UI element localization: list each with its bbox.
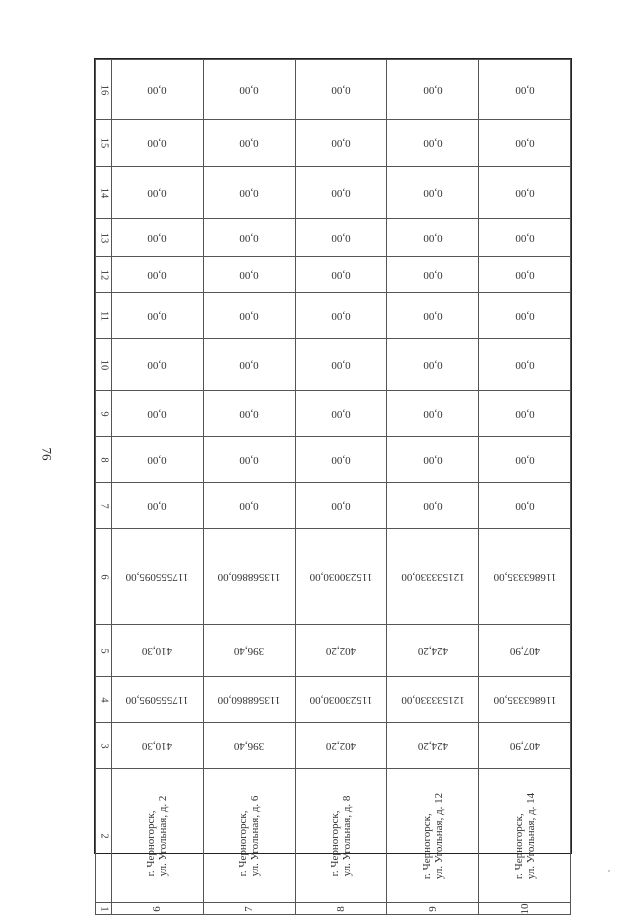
value-cell xyxy=(387,120,479,167)
data-table xyxy=(94,58,572,914)
column-header-label: 2 xyxy=(98,832,109,839)
value-cell xyxy=(112,677,204,723)
column-header-label: 5 xyxy=(98,647,109,654)
table-row xyxy=(96,120,571,167)
cell-value: 0,00 xyxy=(331,83,351,96)
value-cell xyxy=(295,167,387,219)
value-cell xyxy=(112,219,204,257)
value-cell xyxy=(479,437,571,483)
value-cell xyxy=(479,391,571,437)
cell-value: 0,00 xyxy=(514,407,535,420)
address-text xyxy=(513,792,537,878)
cell-value: 0,00 xyxy=(147,83,168,96)
row-number-cell xyxy=(112,903,204,915)
cell-value: 116863335,00 xyxy=(493,570,557,583)
cell-value: 402,20 xyxy=(325,739,357,752)
value-cell xyxy=(203,437,295,483)
cell-value: 0,00 xyxy=(514,137,535,149)
value-cell xyxy=(295,677,387,723)
cell-value: 0,00 xyxy=(331,407,351,420)
scan-speck xyxy=(608,870,610,872)
address-line-1: г. Черногорск, xyxy=(237,810,250,876)
value-cell xyxy=(479,339,571,391)
cell-value: 0,00 xyxy=(239,83,259,96)
value-cell xyxy=(112,167,204,219)
column-header xyxy=(96,339,112,391)
value-cell xyxy=(203,625,295,677)
cell-value: 424,20 xyxy=(417,644,448,657)
cell-value: 0,00 xyxy=(331,499,351,512)
value-cell xyxy=(295,723,387,769)
column-header xyxy=(96,723,112,769)
column-header xyxy=(96,483,112,529)
value-cell xyxy=(387,723,479,769)
row-number-cell xyxy=(295,903,387,915)
value-cell xyxy=(112,391,204,437)
column-header-label: 3 xyxy=(98,742,109,749)
value-cell xyxy=(479,723,571,769)
cell-value: 113568860,00 xyxy=(217,693,281,706)
table-row xyxy=(96,339,571,391)
value-cell xyxy=(112,60,204,120)
column-header-label: 14 xyxy=(98,187,109,198)
cell-value: 0,00 xyxy=(147,453,168,466)
cell-value: 0,00 xyxy=(423,453,443,466)
cell-value: 0,00 xyxy=(423,358,443,371)
row-number: 6 xyxy=(151,905,164,912)
value-cell xyxy=(203,529,295,625)
table-row xyxy=(96,677,571,723)
cell-value: 0,00 xyxy=(423,309,443,322)
value-cell xyxy=(203,219,295,257)
cell-value: 0,00 xyxy=(514,231,535,244)
value-cell xyxy=(387,391,479,437)
value-cell xyxy=(112,437,204,483)
cell-value: 117555095,00 xyxy=(125,570,189,583)
value-cell xyxy=(387,219,479,257)
cell-value: 0,00 xyxy=(331,186,351,199)
address-cell xyxy=(387,769,479,903)
cell-value: 0,00 xyxy=(514,499,535,512)
cell-value: 407,90 xyxy=(509,644,540,657)
cell-value: 117555095,00 xyxy=(125,693,189,706)
table-row xyxy=(96,483,571,529)
cell-value: 0,00 xyxy=(239,137,259,149)
table-row xyxy=(96,625,571,677)
table-row xyxy=(96,219,571,257)
value-cell xyxy=(295,529,387,625)
column-header xyxy=(96,293,112,339)
table-row xyxy=(96,167,571,219)
cell-value: 0,00 xyxy=(147,309,168,322)
value-cell xyxy=(295,483,387,529)
value-cell xyxy=(203,60,295,120)
value-cell xyxy=(387,529,479,625)
row-number: 7 xyxy=(243,905,256,912)
value-cell xyxy=(387,483,479,529)
cell-value: 0,00 xyxy=(514,268,535,281)
column-header-label: 4 xyxy=(98,696,109,703)
column-header-label: 12 xyxy=(98,269,109,280)
address-line-1: г. Черногорск, xyxy=(145,810,158,876)
cell-value: 0,00 xyxy=(331,309,351,322)
value-cell xyxy=(479,677,571,723)
column-header xyxy=(96,625,112,677)
value-cell xyxy=(387,167,479,219)
cell-value: 0,00 xyxy=(239,268,259,281)
cell-value: 0,00 xyxy=(147,186,168,199)
column-header-label: 16 xyxy=(98,84,109,95)
cell-value: 0,00 xyxy=(423,407,443,420)
cell-value: 113568860,00 xyxy=(217,570,281,583)
address-text xyxy=(237,795,261,876)
column-header xyxy=(96,769,112,903)
value-cell xyxy=(203,257,295,293)
address-line-2: ул. Угольная, д. 8 xyxy=(340,795,353,876)
value-cell xyxy=(479,483,571,529)
cell-value: 0,00 xyxy=(239,407,259,420)
column-header-label: 7 xyxy=(98,502,109,509)
column-header xyxy=(96,60,112,120)
address-line-1: г. Черногорск, xyxy=(512,812,525,879)
value-cell xyxy=(295,257,387,293)
row-number-cell xyxy=(387,903,479,915)
cell-value: 115230030,00 xyxy=(309,570,373,583)
address-text xyxy=(329,795,353,876)
address-text xyxy=(145,795,169,876)
cell-value: 410,30 xyxy=(142,739,173,752)
address-line-2: ул. Угольная, д. 14 xyxy=(524,792,537,879)
address-cell xyxy=(479,769,571,903)
cell-value: 116863335,00 xyxy=(493,693,557,706)
column-header-label: 13 xyxy=(98,232,109,243)
column-header-label: 1 xyxy=(98,905,109,912)
column-header xyxy=(96,437,112,483)
cell-value: 0,00 xyxy=(423,231,443,244)
cell-value: 0,00 xyxy=(239,231,259,244)
address-line-2: ул. Угольная, д. 12 xyxy=(432,792,445,879)
row-number: 10 xyxy=(518,903,531,914)
value-cell xyxy=(203,339,295,391)
table-row xyxy=(96,60,571,120)
cell-value: 0,00 xyxy=(239,453,259,466)
cell-value: 0,00 xyxy=(514,358,535,371)
address-cell xyxy=(112,769,204,903)
value-cell xyxy=(203,723,295,769)
value-cell xyxy=(203,391,295,437)
value-cell xyxy=(387,437,479,483)
cell-value: 0,00 xyxy=(514,309,535,322)
column-header xyxy=(96,391,112,437)
value-cell xyxy=(112,293,204,339)
cell-value: 424,20 xyxy=(417,739,448,752)
cell-value: 0,00 xyxy=(239,186,259,199)
value-cell xyxy=(203,293,295,339)
row-number-cell xyxy=(479,903,571,915)
value-cell xyxy=(387,339,479,391)
value-cell xyxy=(479,625,571,677)
column-header-label: 6 xyxy=(98,573,109,580)
column-header xyxy=(96,903,112,915)
value-cell xyxy=(203,167,295,219)
column-header xyxy=(96,219,112,257)
address-cell xyxy=(295,769,387,903)
value-cell xyxy=(295,437,387,483)
column-header xyxy=(96,167,112,219)
value-cell xyxy=(479,219,571,257)
cell-value: 0,00 xyxy=(514,186,535,199)
value-cell xyxy=(479,167,571,219)
table-row xyxy=(96,903,571,915)
cell-value: 0,00 xyxy=(331,231,351,244)
cell-value: 410,30 xyxy=(142,644,173,657)
value-cell xyxy=(112,483,204,529)
cell-value: 0,00 xyxy=(147,499,168,512)
table-row xyxy=(96,257,571,293)
table-row xyxy=(96,437,571,483)
cell-value: 0,00 xyxy=(147,268,168,281)
column-header-label: 9 xyxy=(98,410,109,417)
value-cell xyxy=(479,60,571,120)
value-cell xyxy=(387,293,479,339)
value-cell xyxy=(479,529,571,625)
cell-value: 115230030,00 xyxy=(309,693,373,706)
cell-value: 0,00 xyxy=(423,186,443,199)
value-cell xyxy=(203,483,295,529)
value-cell xyxy=(295,625,387,677)
cell-value: 0,00 xyxy=(423,268,443,281)
cell-value: 0,00 xyxy=(331,137,351,149)
value-cell xyxy=(295,339,387,391)
cell-value: 0,00 xyxy=(331,358,351,371)
value-cell xyxy=(112,257,204,293)
cell-value: 0,00 xyxy=(239,309,259,322)
value-cell xyxy=(112,625,204,677)
table-row xyxy=(96,769,571,903)
cell-value: 0,00 xyxy=(147,407,168,420)
value-cell xyxy=(387,625,479,677)
cell-value: 0,00 xyxy=(331,453,351,466)
value-cell xyxy=(479,293,571,339)
address-line-1: г. Черногорск, xyxy=(328,810,341,876)
table-row xyxy=(96,723,571,769)
cell-value: 407,90 xyxy=(509,739,540,752)
value-cell xyxy=(479,120,571,167)
row-number-cell xyxy=(203,903,295,915)
value-cell xyxy=(112,723,204,769)
address-line-1: г. Черногорск, xyxy=(420,812,433,879)
value-cell xyxy=(479,257,571,293)
column-header-label: 10 xyxy=(98,359,109,370)
value-cell xyxy=(112,120,204,167)
column-header xyxy=(96,120,112,167)
value-cell xyxy=(112,339,204,391)
column-header-label: 15 xyxy=(98,137,109,149)
cell-value: 0,00 xyxy=(423,499,443,512)
row-number: 9 xyxy=(426,905,439,912)
value-cell xyxy=(295,219,387,257)
row-number: 8 xyxy=(334,905,347,912)
cell-value: 0,00 xyxy=(239,358,259,371)
value-cell xyxy=(203,120,295,167)
value-cell xyxy=(112,529,204,625)
column-header-label: 8 xyxy=(98,456,109,463)
column-header xyxy=(96,677,112,723)
cell-value: 121533330,00 xyxy=(401,693,465,706)
value-cell xyxy=(387,60,479,120)
address-text xyxy=(421,792,445,878)
cell-value: 0,00 xyxy=(423,137,443,149)
cell-value: 402,20 xyxy=(325,644,357,657)
cell-value: 0,00 xyxy=(147,231,168,244)
cell-value: 0,00 xyxy=(514,453,535,466)
cell-value: 0,00 xyxy=(147,137,168,149)
value-cell xyxy=(387,257,479,293)
cell-value: 396,40 xyxy=(234,739,265,752)
cell-value: 0,00 xyxy=(239,499,259,512)
cell-value: 0,00 xyxy=(423,83,443,96)
value-cell xyxy=(203,677,295,723)
address-cell xyxy=(203,769,295,903)
value-cell xyxy=(295,60,387,120)
value-cell xyxy=(295,391,387,437)
column-header xyxy=(96,257,112,293)
table-row xyxy=(96,391,571,437)
value-cell xyxy=(387,677,479,723)
value-cell xyxy=(295,120,387,167)
cell-value: 396,40 xyxy=(234,644,265,657)
address-line-2: ул. Угольная, д. 2 xyxy=(157,795,170,876)
value-cell xyxy=(295,293,387,339)
table-row xyxy=(96,529,571,625)
cell-value: 0,00 xyxy=(331,268,351,281)
table-row xyxy=(96,293,571,339)
cell-value: 121533330,00 xyxy=(401,570,465,583)
column-header xyxy=(96,529,112,625)
address-line-2: ул. Угольная, д. 6 xyxy=(249,795,262,876)
page-number: 76 xyxy=(39,447,55,461)
column-header-label: 11 xyxy=(98,310,109,321)
cell-value: 0,00 xyxy=(147,358,168,371)
cell-value: 0,00 xyxy=(514,83,535,96)
